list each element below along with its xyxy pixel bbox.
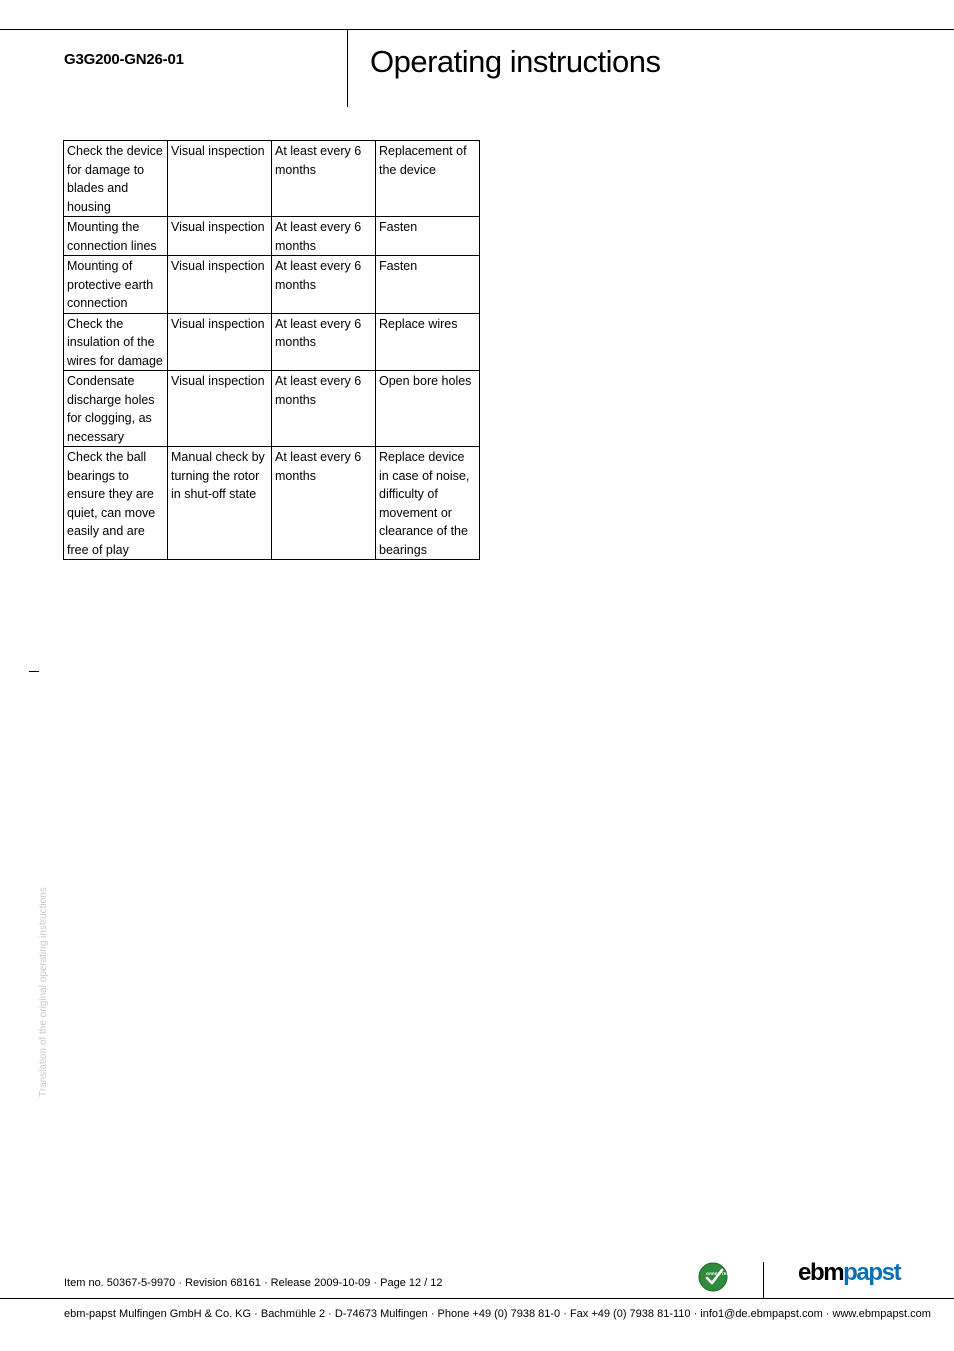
table-cell: At least every 6 months	[272, 371, 376, 447]
model-number: G3G200-GN26-01	[64, 51, 184, 68]
brand-divider	[763, 1262, 764, 1298]
table-cell: At least every 6 months	[272, 256, 376, 314]
table-cell: Check the device for damage to blades and housing	[64, 141, 168, 217]
table-cell: Mounting of protective earth connection	[64, 256, 168, 314]
page-title: Operating instructions	[370, 44, 661, 79]
table-row	[64, 371, 480, 447]
greentech-logo-icon	[698, 1262, 733, 1292]
table-cell: Fasten	[376, 256, 480, 314]
table-cell: At least every 6 months	[272, 447, 376, 560]
table-row	[64, 217, 480, 256]
margin-dash	[29, 671, 39, 672]
table-cell: Visual inspection	[168, 371, 272, 447]
table-row	[64, 256, 480, 314]
table-row	[64, 141, 480, 217]
table-row	[64, 313, 480, 371]
table-cell: Visual inspection	[168, 217, 272, 256]
header-top-rule	[0, 29, 954, 30]
table-cell: Check the insulation of the wires for damage	[64, 313, 168, 371]
table-cell: At least every 6 months	[272, 141, 376, 217]
maintenance-table	[63, 140, 480, 560]
table-cell: At least every 6 months	[272, 217, 376, 256]
table-cell: At least every 6 months	[272, 313, 376, 371]
table-cell: Open bore holes	[376, 371, 480, 447]
table-cell: Visual inspection	[168, 313, 272, 371]
table-cell: Fasten	[376, 217, 480, 256]
table-cell: Replacement of the device	[376, 141, 480, 217]
translation-note: Translation of the original operating instructions	[38, 887, 49, 1097]
greentech-logo-text: GREEN TECH	[706, 1271, 733, 1276]
company-address: ebm-papst Mulfingen GmbH & Co. KG · Bachmühle 2 · D-74673 Mulfingen · Phone +49 (0) 7938 81-0 · Fax +49 (0) 7938 81-110 · info1@de.ebmpapst.com · www.ebmpapst.com	[64, 1308, 931, 1320]
table-cell: Condensate discharge holes for clogging, as necessary	[64, 371, 168, 447]
table-cell: Replace wires	[376, 313, 480, 371]
table-cell: Replace device in case of noise, difficulty of movement or clearance of the bearings	[376, 447, 480, 560]
footer-rule	[0, 1298, 954, 1299]
header-divider	[347, 29, 348, 107]
brand-logo-part2: papst	[843, 1259, 901, 1286]
table-cell: Mounting the connection lines	[64, 217, 168, 256]
table-cell: Check the ball bearings to ensure they are quiet, can move easily and are free of play	[64, 447, 168, 560]
table-cell: Visual inspection	[168, 141, 272, 217]
item-info: Item no. 50367-5-9970 · Revision 68161 · Release 2009-10-09 · Page 12 / 12	[64, 1277, 443, 1289]
table-cell: Manual check by turning the rotor in shut-off state	[168, 447, 272, 560]
table-cell: Visual inspection	[168, 256, 272, 314]
brand-logo	[798, 1259, 900, 1287]
brand-logo-part1: ebm	[798, 1259, 844, 1286]
table-row	[64, 447, 480, 560]
